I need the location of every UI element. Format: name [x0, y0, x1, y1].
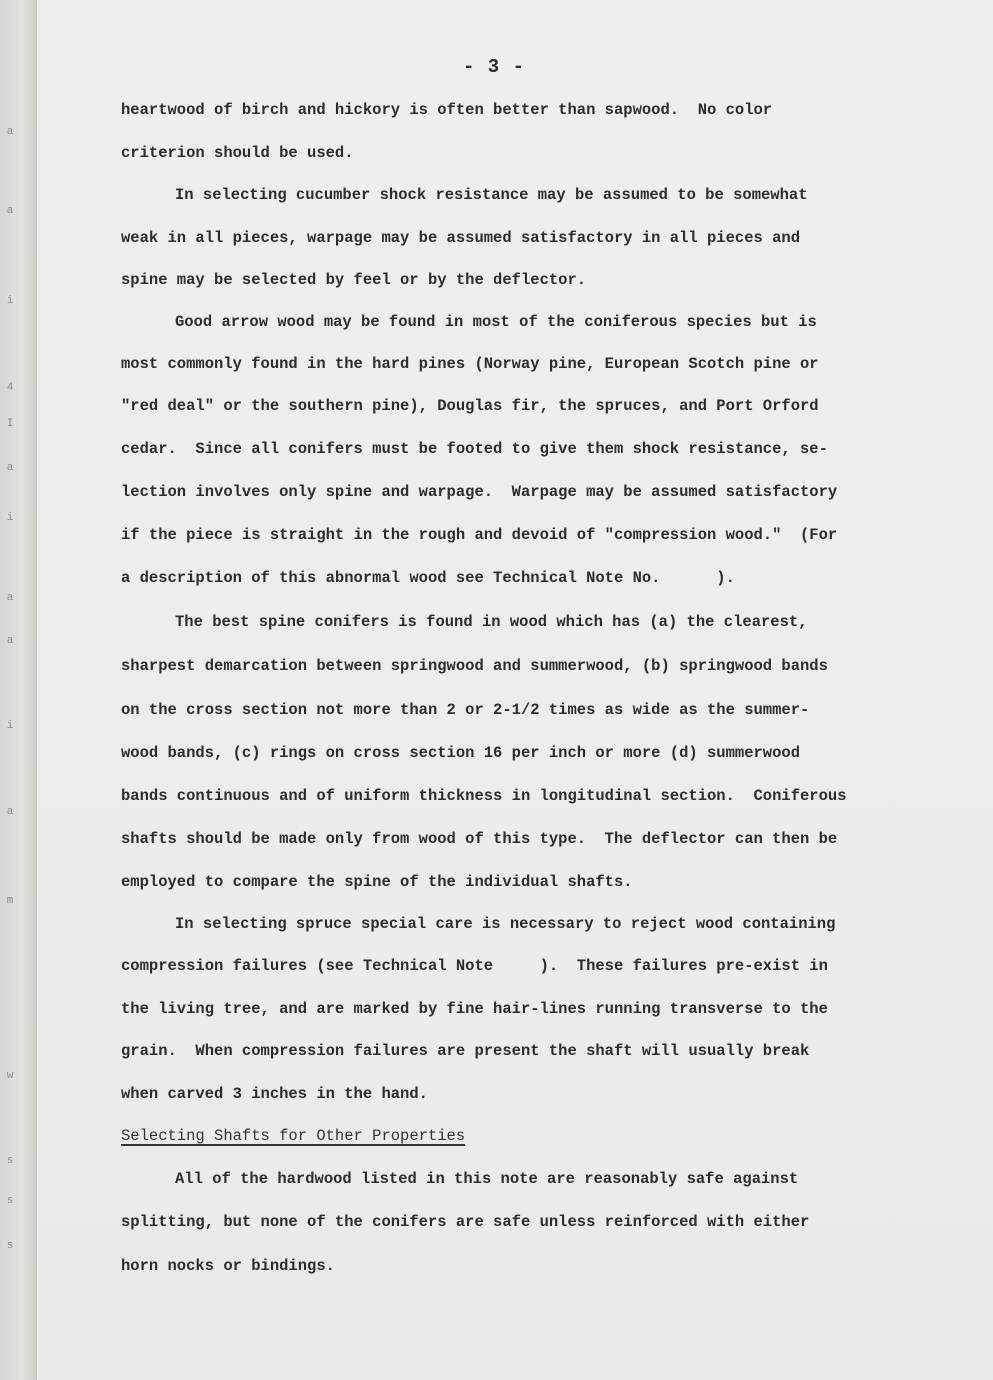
text-line: The best spine conifers is found in wood which has (a) the clearest, — [175, 613, 808, 631]
bleed-mark: i — [6, 720, 14, 732]
page-number: - 3 - — [463, 56, 526, 78]
text-line: when carved 3 inches in the hand. — [121, 1085, 428, 1103]
text-line: In selecting cucumber shock resistance may be assumed to be somewhat — [175, 186, 808, 204]
bleed-mark: w — [6, 1070, 14, 1082]
text-line: shafts should be made only from wood of this type. The deflector can then be — [121, 830, 838, 848]
text-line: most commonly found in the hard pines (Norway pine, European Scotch pine or — [121, 355, 819, 373]
text-line: grain. When compression failures are present the shaft will usually break — [121, 1042, 810, 1060]
text-line: splitting, but none of the conifers are safe unless reinforced with either — [121, 1213, 810, 1231]
bleed-mark: i — [6, 512, 14, 524]
bleed-mark: a — [6, 592, 14, 604]
text-line: on the cross section not more than 2 or 2-1/2 times as wide as the summer- — [121, 701, 810, 719]
text-line: compression failures (see Technical Note ). These failures pre-exist in — [121, 957, 828, 975]
text-line: if the piece is straight in the rough and devoid of "compression wood." (For — [121, 526, 838, 544]
bleed-mark: m — [6, 895, 14, 907]
text-line: All of the hardwood listed in this note are reasonably safe against — [175, 1170, 799, 1188]
text-line: weak in all pieces, warpage may be assumed satisfactory in all pieces and — [121, 229, 801, 247]
bleed-mark: a — [6, 126, 14, 138]
text-line: spine may be selected by feel or by the deflector. — [121, 271, 587, 289]
text-line: lection involves only spine and warpage. Warpage may be assumed satisfactory — [121, 483, 838, 501]
bleed-mark: a — [6, 806, 14, 818]
text-line: "red deal" or the southern pine), Douglas fir, the spruces, and Port Orford — [121, 397, 819, 415]
typed-page — [40, 0, 993, 1380]
text-line: horn nocks or bindings. — [121, 1257, 335, 1275]
text-line: cedar. Since all conifers must be footed to give them shock resistance, se- — [121, 440, 828, 458]
text-line: bands continuous and of uniform thickness in longitudinal section. Coniferous — [121, 787, 847, 805]
bleed-mark: a — [6, 635, 14, 647]
bleed-mark: a — [6, 205, 14, 217]
text-line: wood bands, (c) rings on cross section 16 per inch or more (d) summerwood — [121, 744, 801, 762]
bleed-mark: a — [6, 462, 14, 474]
bleed-mark: s — [6, 1240, 14, 1252]
bleed-mark: s — [6, 1155, 14, 1167]
section-heading: Selecting Shafts for Other Properties — [121, 1127, 466, 1145]
text-line: criterion should be used. — [121, 144, 354, 162]
text-line: a description of this abnormal wood see Technical Note No. ). — [121, 569, 735, 587]
margin-bleed-through — [0, 0, 36, 1380]
bleed-mark: 4 — [6, 382, 14, 394]
text-line: sharpest demarcation between springwood and summerwood, (b) springwood bands — [121, 657, 828, 675]
bleed-mark: s — [6, 1195, 14, 1207]
bleed-mark: i — [6, 295, 14, 307]
text-line: the living tree, and are marked by fine hair-lines running transverse to the — [121, 1000, 828, 1018]
text-line: In selecting spruce special care is necessary to reject wood containing — [175, 915, 836, 933]
text-line: heartwood of birch and hickory is often better than sapwood. No color — [121, 101, 773, 119]
bleed-mark: I — [6, 418, 14, 430]
text-line: Good arrow wood may be found in most of the coniferous species but is — [175, 313, 817, 331]
text-line: employed to compare the spine of the individual shafts. — [121, 873, 633, 891]
